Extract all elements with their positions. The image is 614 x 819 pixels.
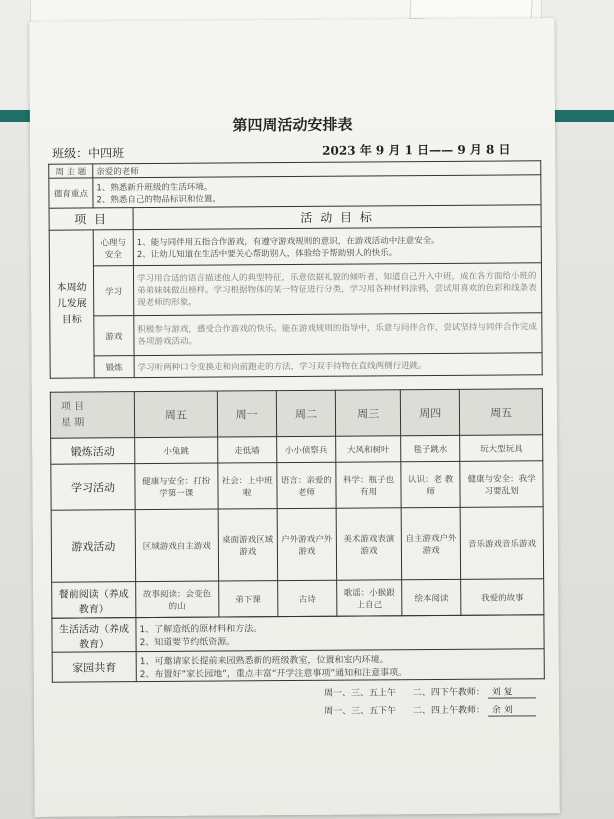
life-row [52, 615, 544, 652]
schedule-cell: 科学：瓶子也有用 [336, 462, 401, 508]
schedule-table [50, 388, 545, 618]
family-line: 2、布置好“家长园地”，重点丰富“开学注意事项”通知和注意事项。 [139, 667, 408, 680]
class-label: 班级：中四班 [52, 146, 125, 161]
row-label: 学习活动 [51, 464, 135, 511]
bottom-table [51, 614, 544, 682]
corner-bottom: 星 期 [60, 416, 85, 429]
family-row [52, 649, 544, 682]
row-label: 锻炼活动 [51, 438, 135, 465]
signature-line-1 [324, 684, 536, 699]
family-label: 家园共育 [52, 652, 136, 683]
schedule-cell: 小小侦察兵 [276, 436, 335, 462]
schedule-cell: 认识：老 教师 [401, 461, 461, 507]
day-header: 周三 [335, 390, 400, 436]
sig-name: 余 刘 [488, 702, 536, 716]
life-label: 生活活动（养成教育） [52, 618, 136, 653]
life-cell [136, 615, 544, 652]
item-header: 项 目 [49, 208, 133, 231]
goal-area: 游戏 [94, 316, 134, 356]
theme-label: 周 主 题 [49, 164, 93, 178]
life-line: 1、了解造纸的原材料和方法。 [139, 623, 263, 635]
goal-row [50, 313, 542, 356]
schedule-cell: 美术游戏表演游戏 [336, 508, 402, 580]
schedule-row [52, 579, 544, 618]
day-header: 周五 [134, 391, 217, 438]
sig-label: 二、四下午教师： [412, 687, 485, 699]
day-header: 周二 [276, 390, 336, 436]
goal-area: 心理与安全 [93, 230, 133, 266]
emphasis-item: 2、熟悉自己的物品标识和位置。 [96, 194, 221, 205]
goal-row [49, 227, 541, 266]
goal-text: 积极参与游戏，感受合作游戏的快乐。能在游戏规则的指导中，乐意与同伴合作，尝试坚持与同伴合作完成各项游戏活动。 [134, 313, 542, 356]
schedule-row [51, 435, 543, 464]
goal-line: 2、让幼儿知道在生活中要关心帮助别人，体验给予帮助别人的快乐。 [136, 247, 398, 260]
schedule-cell: 社会：上中班啦 [217, 463, 277, 509]
goal-row [50, 353, 542, 378]
goal-line: 1、能与同伴用五指合作游戏，有遵守游戏规则的意识，在游戏活动中注意安全。 [136, 235, 440, 248]
sig-days: 周一、三、五上午 [323, 688, 396, 699]
family-cell [136, 649, 544, 682]
schedule-cell: 语言：亲爱的老师 [277, 462, 337, 508]
goal-header: 活 动 目 标 [133, 205, 541, 230]
goals-group-label: 本周幼儿发展目标 [49, 230, 94, 378]
day-header: 周四 [400, 389, 460, 435]
corner-top: 项 目 [60, 400, 85, 413]
goal-text [133, 227, 541, 266]
goal-text: 学习听两种口令变换走和向前跑走的方法，学习双手持物在直线两侧行进跳。 [134, 353, 542, 378]
schedule-cell: 故事阅读：会变色的山 [136, 581, 219, 618]
schedule-header-row [50, 389, 542, 438]
schedule-cell: 户外游戏户外游戏 [277, 508, 337, 580]
schedule-sheet [29, 18, 560, 817]
sig-name: 刘 复 [488, 684, 536, 698]
day-header: 周一 [217, 391, 277, 437]
sig-days: 周一、三、五下午 [324, 706, 397, 717]
schedule-cell: 弟下课 [218, 581, 277, 617]
page-title: 第四周活动安排表 [232, 115, 353, 135]
schedule-cell: 自主游戏户外游戏 [401, 507, 461, 579]
schedule-cell: 健康与安全：我学习要乱划 [460, 461, 543, 508]
goal-text: 学习用合适的语言描述他人的典型特征，乐意依据礼貌的倾听者，知道自己升入中班，成在各方面给小班的弟弟妹妹做出榜样。学习根据物体的某一特征进行分类，学习用各种材料涂鸦，尝试用喜欢的色彩和线条表现老师的形象。 [133, 263, 541, 316]
schedule-cell: 区域游戏自主游戏 [135, 509, 218, 582]
schedule-cell: 玩大型玩具 [460, 435, 543, 462]
date-range: 2023 年 9 月 1 日—— 9 月 8 日 [322, 142, 511, 158]
schedule-cell: 音乐游戏音乐游戏 [460, 507, 543, 580]
sig-label: 二、四上午教师： [412, 705, 485, 717]
schedule-cell: 健康与安全：打扮学第一课 [135, 463, 218, 510]
schedule-cell: 古诗 [277, 580, 336, 616]
schedule-cell: 毯子跳水 [401, 435, 460, 461]
schedule-row [51, 507, 543, 582]
schedule-row [51, 461, 543, 510]
schedule-cell: 我爱的故事 [461, 579, 544, 616]
emphasis-cell [93, 175, 541, 208]
day-header: 周五 [460, 389, 543, 436]
theme-value: 亲爱的老师 [93, 161, 541, 178]
schedule-cell: 桌面游戏区域游戏 [218, 509, 278, 581]
life-line: 2、知道要节约纸资源。 [139, 636, 236, 648]
schedule-cell: 歌谣：小猴跟上自己 [337, 580, 402, 616]
schedule-cell: 绘本阅读 [402, 579, 461, 615]
family-line: 1、可邀请家长提前来园熟悉新的班级教室，位置和室内环境。 [139, 654, 389, 667]
corner-cell [50, 392, 134, 439]
schedule-cell: 小兔跳 [135, 437, 218, 464]
row-label: 餐前阅读（养成教育） [52, 582, 136, 619]
emphasis-item: 1、熟悉新升班级的生活环境。 [96, 182, 213, 193]
goal-row [49, 263, 541, 316]
schedule-cell: 走低墙 [217, 437, 276, 463]
emphasis-row [49, 175, 541, 208]
row-label: 游戏活动 [51, 510, 136, 583]
goal-area: 锻炼 [94, 356, 134, 378]
signature-line-2 [324, 702, 536, 717]
goal-area: 学习 [93, 266, 133, 316]
goals-table [48, 160, 542, 378]
emphasis-label: 德育重点 [49, 178, 93, 208]
schedule-cell: 大风和树叶 [336, 436, 401, 462]
